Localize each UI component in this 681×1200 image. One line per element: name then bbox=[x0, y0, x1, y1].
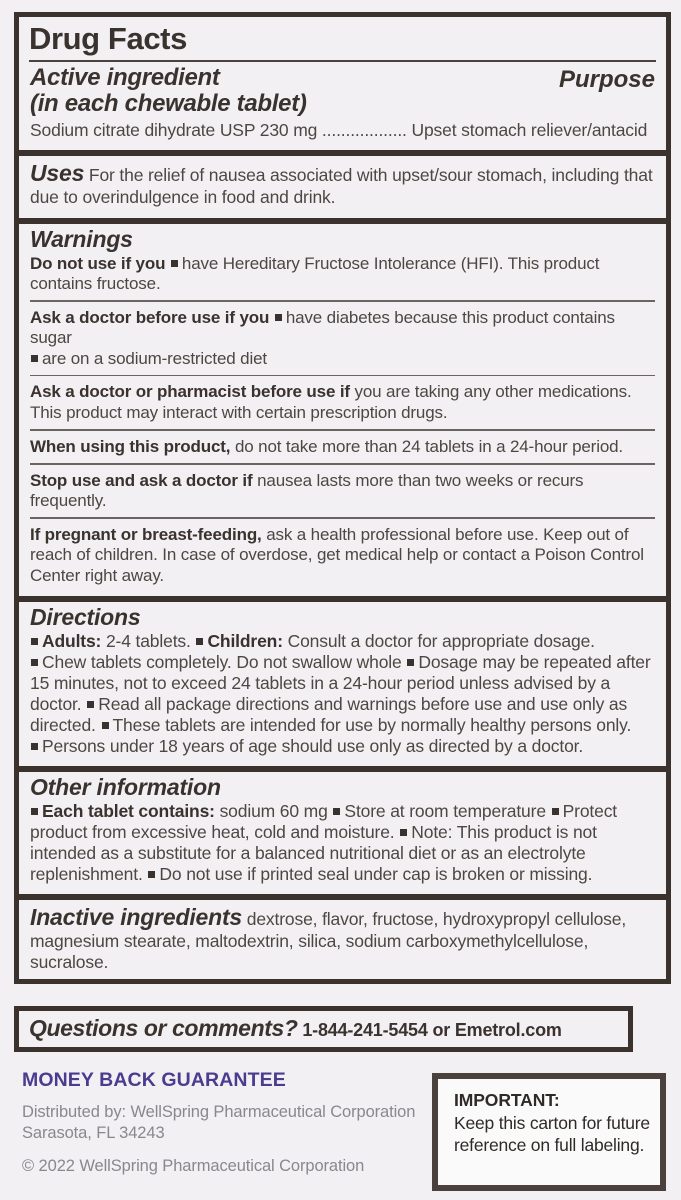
warning-bold-5: If pregnant or breast-feeding, bbox=[30, 524, 262, 544]
directions-heading: Directions bbox=[30, 604, 141, 631]
active-ingredient-heading-line2: (in each chewable tablet) bbox=[30, 90, 307, 118]
bullet-square-icon bbox=[87, 701, 94, 708]
other-information-body bbox=[30, 801, 655, 885]
directions-healthy-text: These tablets are intended for use by normally healthy persons only. bbox=[112, 714, 632, 735]
bullet-square-icon bbox=[148, 871, 155, 878]
important-title: IMPORTANT: bbox=[454, 1090, 560, 1110]
warning-item-stop-use bbox=[30, 470, 655, 513]
important-line1: Keep this carton for future bbox=[454, 1112, 650, 1133]
directions-adults-text: 2-4 tablets. bbox=[105, 630, 191, 651]
distributor-line1: Distributed by: WellSpring Pharmaceutical Corporation bbox=[22, 1103, 416, 1121]
drug-facts-title-block bbox=[19, 17, 666, 57]
bullet-square-icon bbox=[407, 659, 414, 666]
bullet-square-icon bbox=[196, 638, 203, 645]
directions-children-label: Children: bbox=[207, 630, 283, 651]
divider-warning-1 bbox=[30, 375, 655, 377]
uses-section bbox=[19, 156, 666, 213]
directions-body bbox=[30, 631, 655, 757]
inactive-ingredients-text: dextrose, flavor, fructose, hydroxypropyl cellulose, magnesium stearate, maltodextrin, silica, sodium carboxymethylcellulose, sucralose. bbox=[30, 908, 627, 972]
bullet-square-icon bbox=[171, 260, 178, 267]
bullet-square-icon bbox=[102, 722, 109, 729]
other-information-heading: Other information bbox=[30, 773, 221, 800]
distributor-line2: Sarasota, FL 34243 bbox=[22, 1124, 165, 1143]
other-info-store-text: Store at room temperature bbox=[344, 800, 546, 821]
bullet-square-icon bbox=[333, 808, 340, 815]
active-ingredient-section bbox=[19, 62, 666, 147]
bullet-square-icon bbox=[31, 743, 38, 750]
other-info-each-tablet-label: Each tablet contains: bbox=[42, 800, 215, 821]
bullet-square-icon bbox=[31, 659, 38, 666]
warning-item-pregnant bbox=[30, 524, 655, 587]
warning-text-2: you are taking any other medications. This product may interact with certain prescription drugs. bbox=[30, 382, 632, 422]
bullet-square-icon bbox=[275, 314, 282, 321]
warning-item-do-not-use bbox=[30, 253, 655, 296]
directions-adults-label: Adults: bbox=[42, 630, 102, 651]
questions-box bbox=[14, 1006, 633, 1052]
divider-warning-4 bbox=[30, 517, 655, 519]
uses-text: For the relief of nausea associated with upset/sour stomach, including that due to overindulgence in food and drink. bbox=[30, 165, 653, 208]
inactive-ingredients-heading: Inactive ingredients bbox=[30, 903, 243, 930]
warnings-heading: Warnings bbox=[30, 225, 133, 252]
warning-bold-1: Ask a doctor before use if you bbox=[30, 307, 270, 327]
warning-bold-4: Stop use and ask a doctor if bbox=[30, 470, 253, 490]
important-line2: reference on full labeling. bbox=[454, 1135, 645, 1156]
active-ingredient-entry: Sodium citrate dihydrate USP 230 mg .................. Upset stomach reliever/antacid bbox=[30, 120, 648, 141]
questions-heading: Questions or comments? bbox=[29, 1015, 298, 1041]
divider-warning-3 bbox=[30, 463, 655, 465]
divider-warning-0 bbox=[30, 300, 655, 302]
directions-children-text: Consult a doctor for appropriate dosage. bbox=[287, 630, 595, 651]
questions-contact[interactable]: 1-844-241-5454 or Emetrol.com bbox=[302, 1020, 562, 1040]
bullet-square-icon bbox=[31, 638, 38, 645]
active-ingredient-heading-line1: Active ingredient bbox=[30, 63, 220, 91]
bullet-square-icon bbox=[31, 808, 38, 815]
warning-bold-3: When using this product, bbox=[30, 436, 231, 456]
warning-item-when-using bbox=[30, 436, 655, 458]
money-back-guarantee: MONEY BACK GUARANTEE bbox=[22, 1069, 286, 1091]
warnings-section bbox=[19, 224, 666, 592]
drug-facts-panel bbox=[14, 12, 671, 984]
directions-repeat-text: Dosage may be repeated after 15 minutes, not to exceed 24 tablets in a 24-hour period unless advised by a doctor. bbox=[30, 651, 651, 714]
important-box bbox=[432, 1073, 666, 1191]
uses-heading: Uses bbox=[30, 160, 85, 187]
warning-item-ask-pharmacist bbox=[30, 381, 655, 424]
directions-read-text: Read all package directions and warnings before use and use only as directed. bbox=[30, 693, 628, 735]
distributor-info bbox=[22, 1102, 415, 1144]
bullet-square-icon bbox=[400, 829, 407, 836]
warning-item-ask-doctor bbox=[30, 307, 655, 370]
directions-section bbox=[19, 602, 666, 762]
warning-text-5: ask a health professional before use. Keep out of reach of children. In case of overdose, get medical help or contact a Poison Control Center right away. bbox=[30, 524, 644, 585]
other-info-seal-text: Do not use if printed seal under cap is broken or missing. bbox=[159, 863, 593, 884]
warning-text-0: have Hereditary Fructose Intolerance (HFI). This product contains fructose. bbox=[30, 253, 600, 293]
page-title: Drug Facts bbox=[29, 21, 187, 56]
directions-under18-text: Persons under 18 years of age should use only as directed by a doctor. bbox=[42, 735, 584, 756]
purpose-heading: Purpose bbox=[558, 65, 655, 93]
warning-bold-0: Do not use if you bbox=[30, 253, 166, 273]
other-info-note-text: Note: This product is not intended as a substitute for a balanced nutritional diet or as an electrolyte replenishment. bbox=[30, 821, 597, 884]
other-information-section bbox=[19, 772, 666, 890]
divider-warning-2 bbox=[30, 429, 655, 431]
warning-text-4: nausea lasts more than two weeks or recurs frequently. bbox=[30, 470, 584, 511]
warning-text-1: have diabetes because this product contains sugar bbox=[30, 307, 615, 348]
inactive-ingredients-section bbox=[19, 900, 666, 980]
bullet-square-icon bbox=[552, 808, 559, 815]
copyright-notice: © 2022 WellSpring Pharmaceutical Corporation bbox=[22, 1157, 365, 1175]
bullet-square-icon bbox=[31, 355, 38, 362]
other-info-protect-text: Protect product from excessive heat, cold and moisture. bbox=[30, 800, 618, 842]
other-info-sodium-text: sodium 60 mg bbox=[219, 800, 328, 821]
directions-chew-text: Chew tablets completely. Do not swallow whole bbox=[42, 651, 402, 672]
warning-bold-2: Ask a doctor or pharmacist before use if bbox=[30, 382, 350, 402]
warning-text-1-extra: are on a sodium-restricted diet bbox=[42, 348, 267, 368]
warning-text-3: do not take more than 24 tablets in a 24-hour period. bbox=[234, 436, 623, 456]
